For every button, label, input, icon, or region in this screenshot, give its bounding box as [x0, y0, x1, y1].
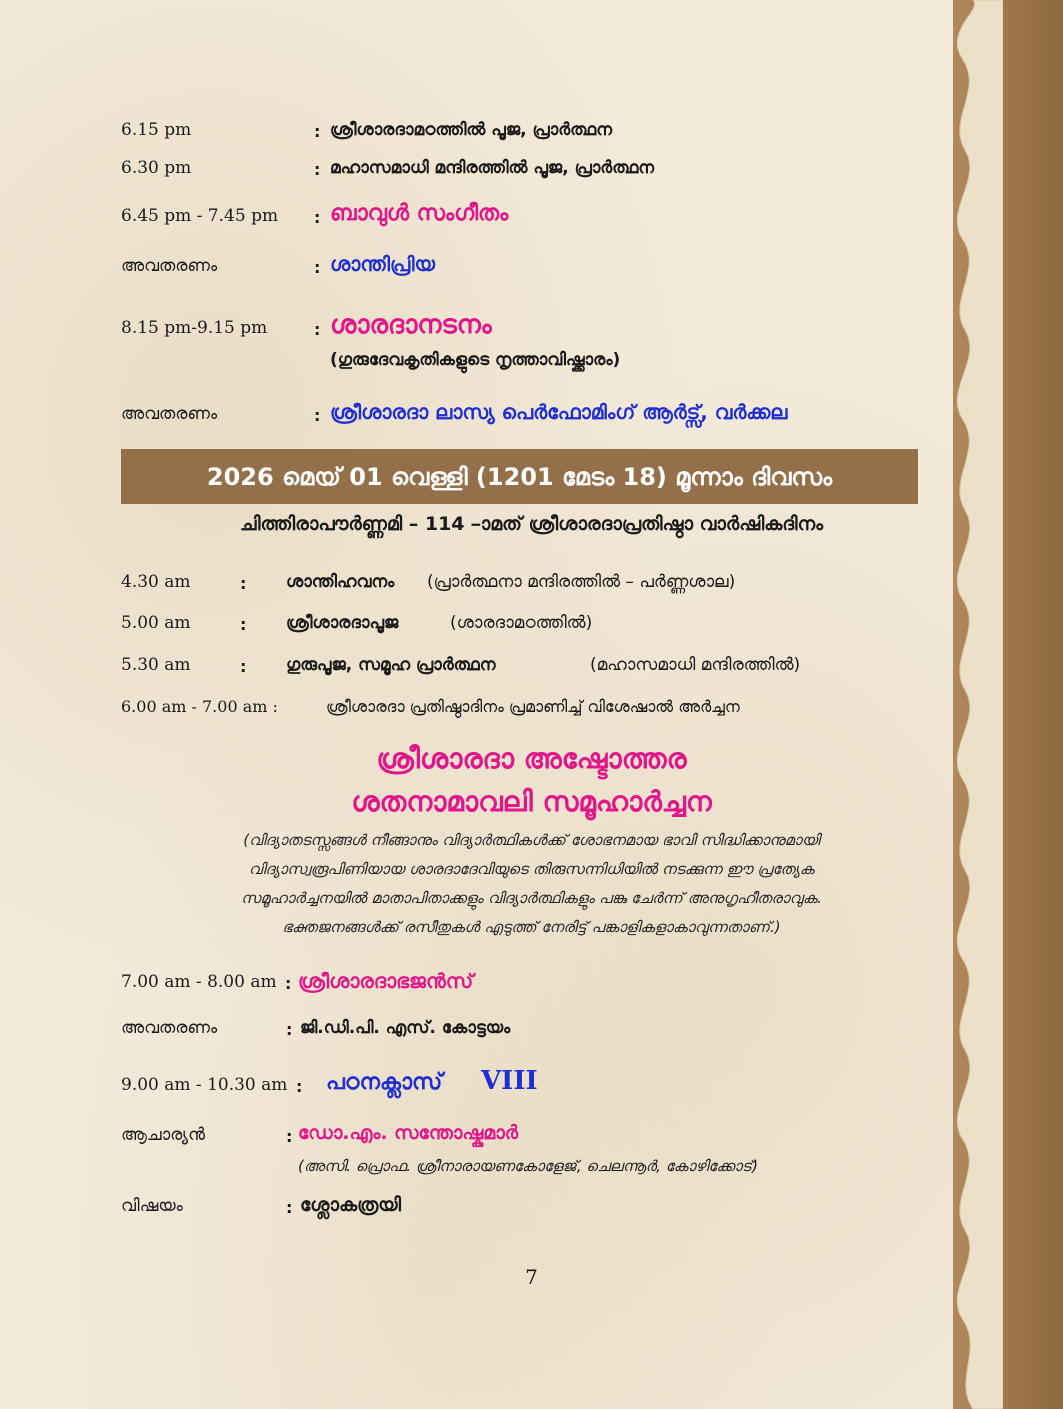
class-title: പഠനക്ലാസ്	[326, 1070, 443, 1095]
page-number: 7	[525, 1265, 538, 1289]
schedule-time: 6.00 am - 7.00 am :	[121, 697, 278, 716]
schedule-time: 7.00 am - 8.00 am	[121, 972, 277, 992]
day-banner: 2026 മെയ് 01 വെള്ളി (1201 മേടം 18) മൂന്നാം ദിവസം	[121, 449, 918, 504]
schedule-note: (ശാരദാമഠത്തിൽ)	[450, 613, 593, 633]
schedule-time: 4.30 am	[121, 572, 191, 592]
presenter-name: ശാന്തിപ്രിയ	[330, 252, 435, 276]
schedule-note: (മഹാസമാധി മന്ദിരത്തിൽ)	[590, 655, 801, 675]
bhajan-title: ശ്രീശാരദാഭജൻസ്	[298, 969, 474, 993]
feature-note-line: സമൂഹാർച്ചനയിൽ മാതാപിതാക്കളും വിദ്യാർത്ഥികളും പങ്കു ചേർന്ന് അനുഗൃഹീതരാവുക.	[241, 889, 822, 907]
schedule-item: ശ്രീശാരദാപൂജ	[286, 613, 399, 633]
feature-title-line1: ശ്രീശാരദാ അഷ്ടോത്തര	[376, 742, 687, 775]
schedule-time: 9.00 am - 10.30 am	[121, 1075, 288, 1095]
presenter-label: അവതരണം	[121, 1018, 218, 1038]
separator: :	[314, 122, 321, 141]
schedule-item-highlight: ശാരദാനടനം	[330, 310, 492, 340]
schedule-item-note: (ഗുരുദേവകൃതികളുടെ നൃത്താവിഷ്ക്കാരം)	[330, 350, 621, 370]
schedule-item-highlight: ബാവുൾ സംഗീതം	[330, 201, 509, 226]
separator: :	[286, 1198, 293, 1217]
separator: :	[240, 615, 247, 634]
schedule-item: ശ്രീശാരദാമഠത്തിൽ പൂജ, പ്രാർത്ഥന	[330, 120, 612, 140]
lace-border-decoration	[943, 0, 1003, 1409]
topic-label: വിഷയം	[121, 1196, 183, 1216]
separator: :	[286, 1020, 293, 1039]
separator: :	[286, 1127, 293, 1146]
separator: :	[314, 258, 321, 277]
schedule-item: ശാന്തിഹവനം	[286, 572, 395, 592]
presenter-name: ജി.ഡി.പി. എസ്. കോട്ടയം	[300, 1018, 511, 1038]
separator: :	[314, 160, 321, 179]
schedule-time: 6.45 pm - 7.45 pm	[121, 206, 279, 226]
feature-note-line: ഭക്തജനങ്ങൾക്ക് രസീതുകൾ എടുത്ത് നേരിട്ട് പങ്കാളികളാകാവുന്നതാണ്.)	[282, 918, 781, 936]
schedule-item: ഗുരുപൂജ, സമൂഹ പ്രാർത്ഥന	[286, 655, 496, 675]
acharya-affiliation: (അസി. പ്രൊഫ. ശ്രീനാരായണകോളേജ്, ചെലന്നൂർ, കോഴിക്കോട്)	[298, 1157, 758, 1175]
presenter-name: ശ്രീശാരദാ ലാസ്യ പെർഫോമിംഗ് ആർട്സ്, വർക്കല	[330, 400, 788, 424]
separator: :	[240, 657, 247, 676]
separator: :	[296, 1077, 303, 1096]
schedule-time: 6.15 pm	[121, 120, 192, 140]
separator: :	[314, 320, 321, 339]
presenter-label: അവതരണം	[121, 404, 218, 424]
day-subheading: ചിത്തിരാപൗർണ്ണമി – 114 –ാമത് ശ്രീശാരദാപ്രതിഷ്ഠാ വാർഷികദിനം	[239, 513, 824, 535]
separator: :	[285, 974, 292, 993]
schedule-time: 5.00 am	[121, 613, 191, 633]
separator: :	[314, 406, 321, 425]
acharya-name: ഡോ.എം. സന്തോഷ്കുമാർ	[298, 1122, 519, 1144]
separator: :	[240, 574, 247, 593]
schedule-time: 6.30 pm	[121, 158, 192, 178]
feature-note-line: (വിദ്യാതടസ്സങ്ങൾ നീങ്ങാനും വിദ്യാർത്ഥികൾക്ക് ശോഭനമായ ഭാവി സിദ്ധിക്കാനുമായി	[243, 831, 820, 849]
presenter-label: അവതരണം	[121, 256, 218, 276]
schedule-time: 8.15 pm-9.15 pm	[121, 318, 268, 338]
feature-title-line2: ശതനാമാവലി സമൂഹാർച്ചന	[351, 785, 712, 818]
schedule-note: (പ്രാർത്ഥനാ മന്ദിരത്തിൽ – പർണ്ണശാല)	[427, 572, 736, 592]
schedule-item: മഹാസമാധി മന്ദിരത്തിൽ പൂജ, പ്രാർത്ഥന	[330, 158, 655, 178]
schedule-note: ശ്രീശാരദാ പ്രതിഷ്ഠാദിനം പ്രമാണിച്ച് വിശേഷാൽ അർച്ചന	[326, 697, 740, 716]
schedule-time: 5.30 am	[121, 655, 191, 675]
separator: :	[314, 208, 321, 227]
acharya-label: ആചാര്യൻ	[121, 1125, 205, 1145]
class-number: VIII	[481, 1066, 538, 1096]
feature-note-line: വിദ്യാസ്വരൂപിണിയായ ശാരദാദേവിയുടെ തിരുസന്നിധിയിൽ നടക്കുന്ന ഈ പ്രത്യേക	[248, 860, 815, 878]
topic-name: ശ്ലോകത്രയി	[300, 1194, 401, 1216]
